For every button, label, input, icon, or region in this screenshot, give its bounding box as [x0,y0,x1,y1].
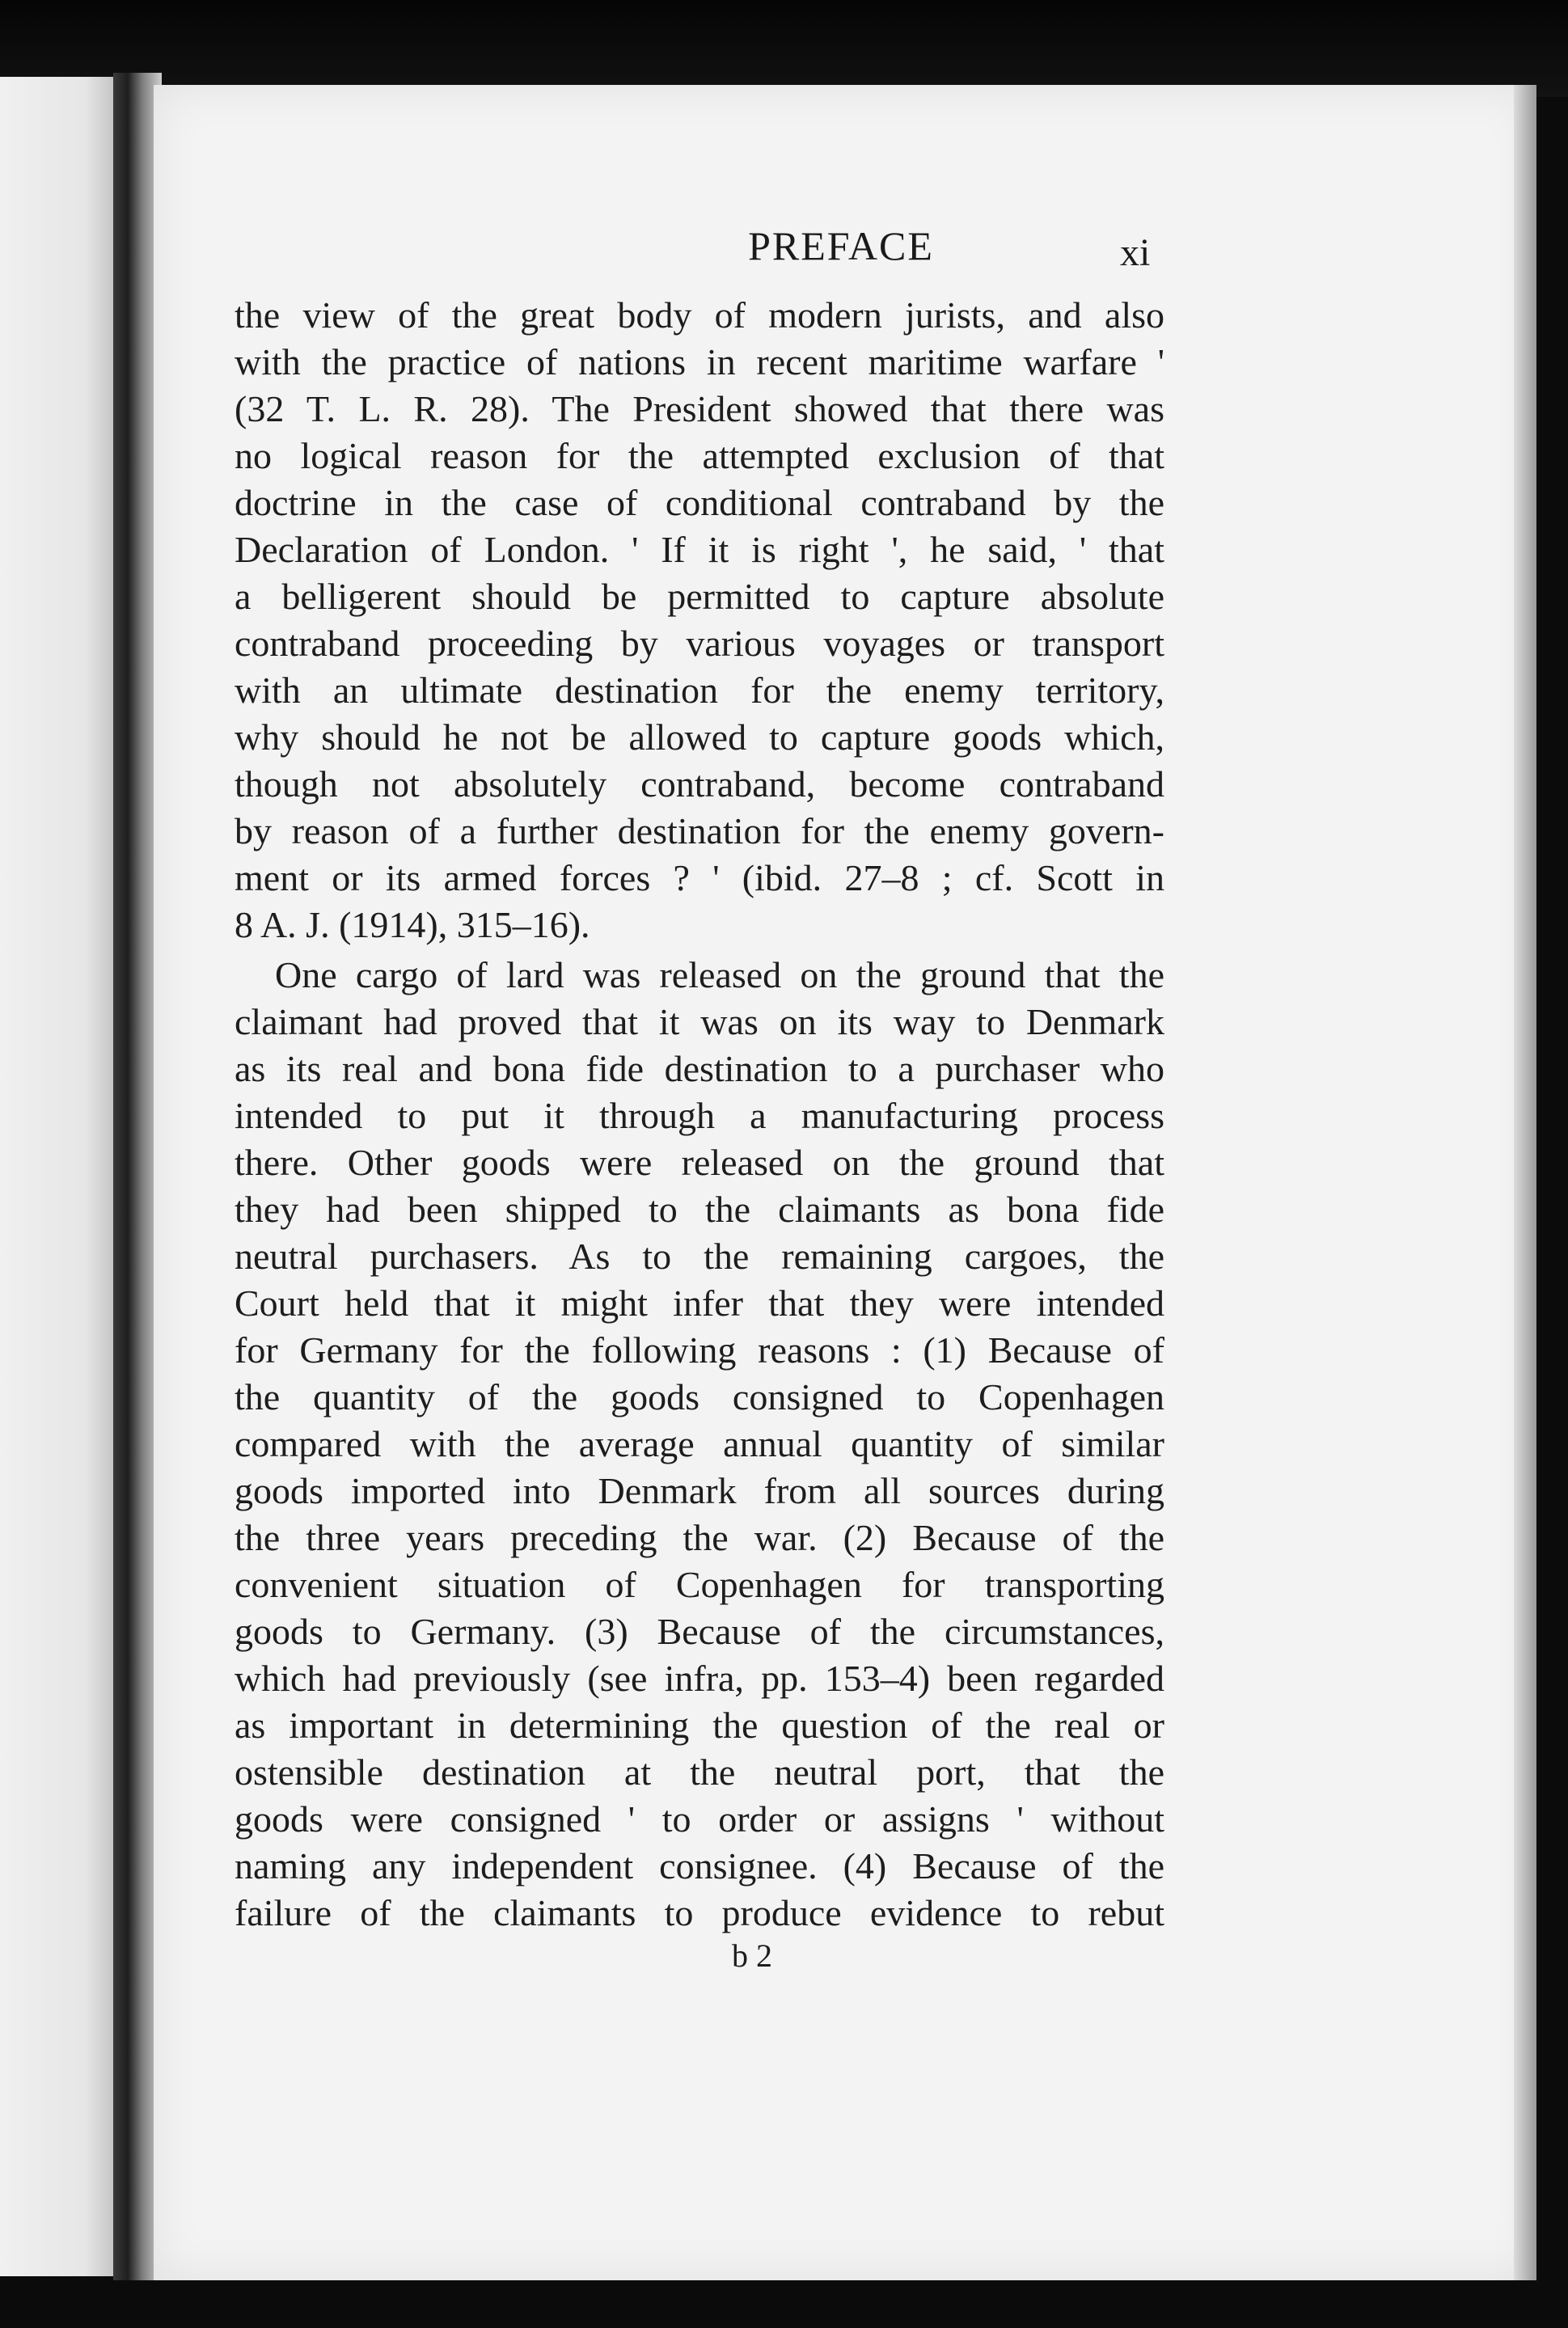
text-line: contraband proceeding by various voyages or transport [235,623,1164,664]
text-line: ostensible destination at the neutral port, that the [235,1751,1164,1793]
text-line: goods to Germany. (3) Because of the circumstances, [235,1611,1164,1652]
text-line: a belligerent should be permitted to capture absolute [235,576,1164,617]
text-line: by reason of a further destination for the enemy govern- [235,810,1164,851]
text-line: with an ultimate destination for the enemy territory, [235,670,1164,711]
text-line: 8 A. J. (1914), 315–16). [235,904,590,945]
text-line: One cargo of lard was released on the ground that the [275,954,1164,995]
text-line: (32 T. L. R. 28). The President showed that there was [235,388,1164,429]
text-line: claimant had proved that it was on its way to Denmark [235,1001,1164,1042]
text-line: the quantity of the goods consigned to Copenhagen [235,1376,1164,1418]
text-line: failure of the claimants to produce evidence to rebut [235,1892,1164,1933]
running-head-title: PREFACE [748,223,934,268]
signature-mark: b 2 [732,1937,772,1974]
text-line: goods were consigned ' to order or assigns ' without [235,1798,1164,1840]
text-line: compared with the average annual quantity of similar [235,1423,1164,1464]
page-number: xi [1120,231,1151,274]
text-line: though not absolutely contraband, become contraband [235,763,1164,805]
text-line: goods imported into Denmark from all sources during [235,1470,1164,1511]
text-line: naming any independent consignee. (4) Because of the [235,1845,1164,1886]
paragraph-1 [235,292,1164,949]
text-line: Declaration of London. ' If it is right ', he said, ' that [235,529,1164,570]
text-line: Court held that it might infer that they were intended [235,1282,1164,1324]
text-line: the view of the great body of modern jurists, and also [235,294,1164,336]
text-line: with the practice of nations in recent maritime warfare ' [235,341,1164,382]
scan-background-top [0,0,1568,97]
text-line: which had previously (see infra, pp. 153–4) been regarded [235,1658,1164,1699]
text-line: ment or its armed forces ? ' (ibid. 27–8 ; cf. Scott in [235,857,1164,898]
text-line: as its real and bona fide destination to a purchaser who [235,1048,1164,1089]
text-line: they had been shipped to the claimants as bona fide [235,1189,1164,1230]
text-line: neutral purchasers. As to the remaining cargoes, the [235,1236,1164,1277]
text-line: intended to put it through a manufacturing process [235,1095,1164,1136]
text-line: for Germany for the following reasons : (1) Because of [235,1329,1164,1371]
facing-page-edge [0,77,121,2276]
paragraph-2 [235,952,1164,1937]
body-text [235,292,1164,1940]
text-line: convenient situation of Copenhagen for transporting [235,1564,1164,1605]
text-line: as important in determining the question of the real or [235,1705,1164,1746]
text-line: no logical reason for the attempted exclusion of that [235,435,1164,476]
text-line: the three years preceding the war. (2) Because of the [235,1517,1164,1558]
text-line: why should he not be allowed to capture goods which, [235,716,1164,758]
page-fore-edge [1514,85,1536,2280]
book-page [154,85,1536,2280]
text-line: there. Other goods were released on the ground that [235,1142,1164,1183]
text-line: doctrine in the case of conditional contraband by the [235,482,1164,523]
